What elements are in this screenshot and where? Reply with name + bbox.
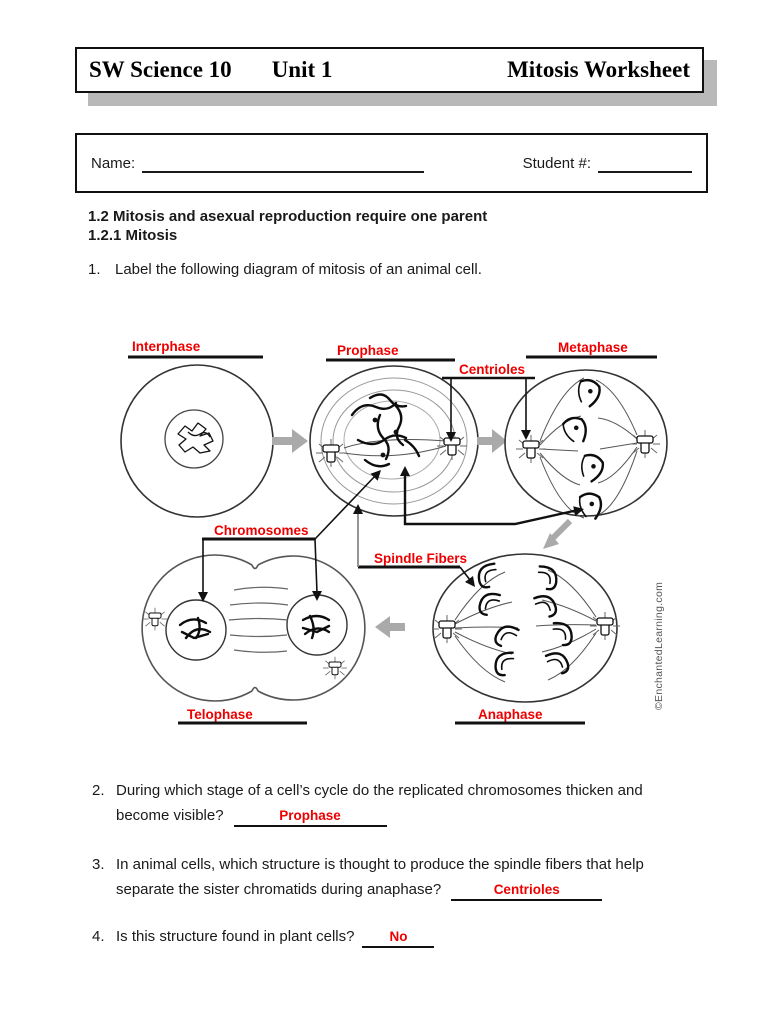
question-3-text: In animal cells, which structure is thought to produce the spindle fibers that help xyxy=(116,856,644,873)
student-number-blank-line[interactable] xyxy=(598,153,692,173)
section-headings xyxy=(88,207,487,245)
question-4 xyxy=(92,928,434,948)
spindle-fibers-label: Spindle Fibers xyxy=(374,551,468,566)
question-3-answer-blank[interactable]: Centrioles xyxy=(451,881,602,901)
metaphase-label: Metaphase xyxy=(558,340,628,355)
anaphase-cell xyxy=(432,554,620,702)
question-3-line-2 xyxy=(116,881,602,901)
unit-title: Unit 1 xyxy=(271,57,333,82)
question-4-number: 4. xyxy=(92,928,105,945)
prophase-cell xyxy=(310,366,478,516)
metaphase-cell xyxy=(505,370,667,520)
arrow-anaphase-to-telophase xyxy=(375,616,405,638)
question-3-text-continued: separate the sister chromatids during anaphase? xyxy=(116,881,442,898)
worksheet-title: Mitosis Worksheet xyxy=(507,57,690,82)
course-title: SW Science 10 xyxy=(89,57,232,82)
name-blank-line[interactable] xyxy=(142,153,424,173)
question-2-number: 2. xyxy=(92,782,105,799)
section-heading-1: 1.2 Mitosis and asexual reproduction require one parent xyxy=(88,208,488,225)
question-2-answer-blank[interactable]: Prophase xyxy=(234,807,387,827)
arrow-metaphase-to-anaphase xyxy=(543,521,570,549)
interphase-cell xyxy=(121,365,273,517)
question-2-line-2 xyxy=(116,807,387,827)
prophase-label: Prophase xyxy=(337,343,399,358)
question-1-number: 1. xyxy=(88,261,101,278)
question-2-text: During which stage of a cell’s cycle do the replicated chromosomes thicken and xyxy=(116,782,643,799)
question-1-text: Label the following diagram of mitosis of an animal cell. xyxy=(115,261,482,278)
arrow-interphase-to-prophase xyxy=(272,429,308,453)
question-1 xyxy=(88,261,482,278)
student-number-label: Student #: xyxy=(522,154,591,172)
telophase-cell xyxy=(142,555,365,701)
mitosis-diagram xyxy=(0,320,770,740)
question-2-text-continued: become visible? xyxy=(116,807,224,824)
question-3-line-1 xyxy=(92,856,644,873)
question-3-number: 3. xyxy=(92,856,105,873)
question-4-answer-blank[interactable]: No xyxy=(362,928,434,948)
anaphase-label: Anaphase xyxy=(478,707,543,722)
question-4-text: Is this structure found in plant cells? xyxy=(116,928,355,945)
arrow-prophase-to-metaphase xyxy=(477,429,507,453)
interphase-label: Interphase xyxy=(132,339,201,354)
name-student-box xyxy=(75,133,708,193)
chromosomes-label: Chromosomes xyxy=(214,523,309,538)
enchantedlearning-credit: ©EnchantedLearning.com xyxy=(653,581,665,710)
question-2-line-1 xyxy=(92,782,643,799)
section-heading-2: 1.2.1 Mitosis xyxy=(88,227,178,244)
telophase-label: Telophase xyxy=(187,707,253,722)
worksheet-title-bar xyxy=(75,47,704,93)
centrioles-label: Centrioles xyxy=(459,362,526,377)
name-label: Name: xyxy=(91,154,136,172)
